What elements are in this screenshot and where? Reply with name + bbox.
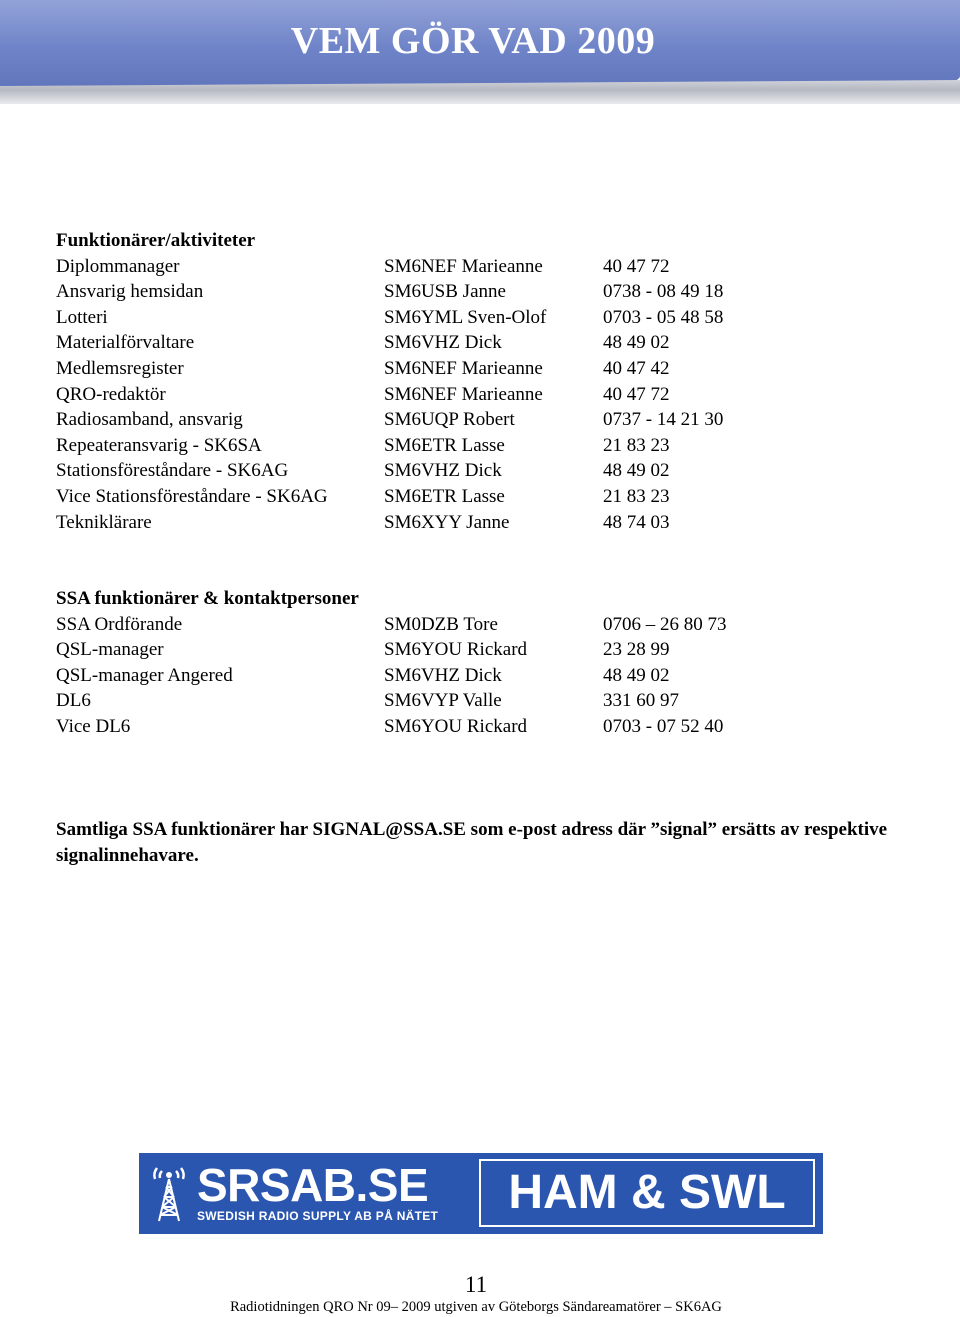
phone-cell: 0737 - 14 21 30 bbox=[603, 409, 724, 431]
callsign-cell: SM6YOU Rickard bbox=[384, 639, 528, 661]
callsign-cell: SM0DZB Tore bbox=[384, 613, 498, 635]
role-cell: Vice DL6 bbox=[56, 715, 131, 737]
role-cell: Tekniklärare bbox=[56, 511, 152, 533]
table-row bbox=[56, 484, 916, 510]
phone-cell: 0703 - 07 52 40 bbox=[603, 715, 724, 737]
role-cell: Ansvarig hemsidan bbox=[56, 281, 204, 303]
table-row bbox=[56, 637, 916, 663]
table-row bbox=[56, 714, 916, 740]
srsab-brand: SRSAB.SE bbox=[197, 1159, 429, 1211]
header-banner bbox=[0, 0, 960, 104]
phone-cell: 48 49 02 bbox=[603, 664, 670, 686]
role-cell: QRO-redaktör bbox=[56, 383, 166, 405]
callsign-cell: SM6NEF Marieanne bbox=[384, 383, 543, 405]
callsign-cell: SM6UQP Robert bbox=[384, 409, 515, 431]
table-row bbox=[56, 305, 916, 331]
callsign-cell: SM6YOU Rickard bbox=[384, 715, 528, 737]
role-cell: Diplommanager bbox=[56, 255, 180, 277]
phone-cell: 40 47 72 bbox=[603, 255, 670, 277]
role-cell: QSL-manager Angered bbox=[56, 664, 233, 686]
srsab-advert[interactable] bbox=[139, 1153, 823, 1234]
callsign-cell: SM6NEF Marieanne bbox=[384, 255, 543, 277]
table-row bbox=[56, 510, 916, 536]
role-cell: Vice Stationsföreståndare - SK6AG bbox=[56, 485, 328, 507]
callsign-cell: SM6ETR Lasse bbox=[384, 434, 505, 456]
page-title: VEM GÖR VAD 2009 bbox=[290, 20, 656, 62]
phone-cell: 48 74 03 bbox=[603, 511, 670, 533]
table-row bbox=[56, 356, 916, 382]
callsign-cell: SM6VHZ Dick bbox=[384, 460, 502, 482]
role-cell: Medlemsregister bbox=[56, 357, 184, 379]
callsign-cell: SM6VYP Valle bbox=[384, 690, 502, 712]
table-row bbox=[56, 612, 916, 638]
phone-cell: 0738 - 08 49 18 bbox=[603, 281, 724, 303]
callsign-cell: SM6ETR Lasse bbox=[384, 485, 505, 507]
table-row bbox=[56, 382, 916, 408]
radio-tower-icon bbox=[151, 1165, 187, 1223]
phone-cell: 0703 - 05 48 58 bbox=[603, 306, 724, 328]
funktionarer-section bbox=[56, 228, 916, 535]
phone-cell: 21 83 23 bbox=[603, 434, 670, 456]
page-number: 11 bbox=[464, 1272, 488, 1297]
phone-cell: 21 83 23 bbox=[603, 485, 670, 507]
callsign-cell: SM6XYY Janne bbox=[384, 511, 510, 533]
table-row bbox=[56, 254, 916, 280]
table-row bbox=[56, 433, 916, 459]
funktionarer-heading: Funktionärer/aktiviteter bbox=[56, 230, 256, 251]
table-row bbox=[56, 407, 916, 433]
role-cell: Materialförvaltare bbox=[56, 332, 195, 354]
table-row bbox=[56, 330, 916, 356]
table-row bbox=[56, 663, 916, 689]
phone-cell: 23 28 99 bbox=[603, 639, 670, 661]
role-cell: QSL-manager bbox=[56, 639, 164, 661]
phone-cell: 40 47 42 bbox=[603, 357, 670, 379]
phone-cell: 48 49 02 bbox=[603, 460, 670, 482]
phone-cell: 40 47 72 bbox=[603, 383, 670, 405]
ssa-heading: SSA funktionärer & kontaktpersoner bbox=[56, 588, 359, 609]
phone-cell: 0706 – 26 80 73 bbox=[603, 613, 727, 635]
srsab-logo bbox=[139, 1153, 477, 1234]
role-cell: Stationsföreståndare - SK6AG bbox=[56, 460, 289, 482]
ham-swl-box bbox=[479, 1159, 815, 1227]
role-cell: Repeateransvarig - SK6SA bbox=[56, 434, 262, 456]
callsign-cell: SM6VHZ Dick bbox=[384, 332, 502, 354]
srsab-tagline: SWEDISH RADIO SUPPLY AB PÅ NÄTET bbox=[197, 1209, 439, 1223]
role-cell: Lotteri bbox=[56, 306, 108, 328]
ssa-section bbox=[56, 586, 916, 740]
callsign-cell: SM6YML Sven-Olof bbox=[384, 306, 547, 328]
table-row bbox=[56, 688, 916, 714]
footer-text: Radiotidningen QRO Nr 09– 2009 utgiven av Göteborgs Sändareamatörer – SK6AG bbox=[230, 1299, 722, 1315]
ham-swl-slogan: HAM & SWL bbox=[508, 1166, 786, 1219]
callsign-cell: SM6VHZ Dick bbox=[384, 664, 502, 686]
table-row bbox=[56, 458, 916, 484]
role-cell: DL6 bbox=[56, 690, 91, 712]
callsign-cell: SM6USB Janne bbox=[384, 281, 506, 303]
phone-cell: 331 60 97 bbox=[603, 690, 679, 712]
table-row bbox=[56, 279, 916, 305]
role-cell: SSA Ordförande bbox=[56, 613, 183, 635]
role-cell: Radiosamband, ansvarig bbox=[56, 409, 243, 431]
callsign-cell: SM6NEF Marieanne bbox=[384, 357, 543, 379]
email-note: Samtliga SSA funktionärer har SIGNAL@SSA.SE som e-post adress där ”signal” ersätts av respektive signalinnehavare. bbox=[56, 819, 888, 866]
phone-cell: 48 49 02 bbox=[603, 332, 670, 354]
